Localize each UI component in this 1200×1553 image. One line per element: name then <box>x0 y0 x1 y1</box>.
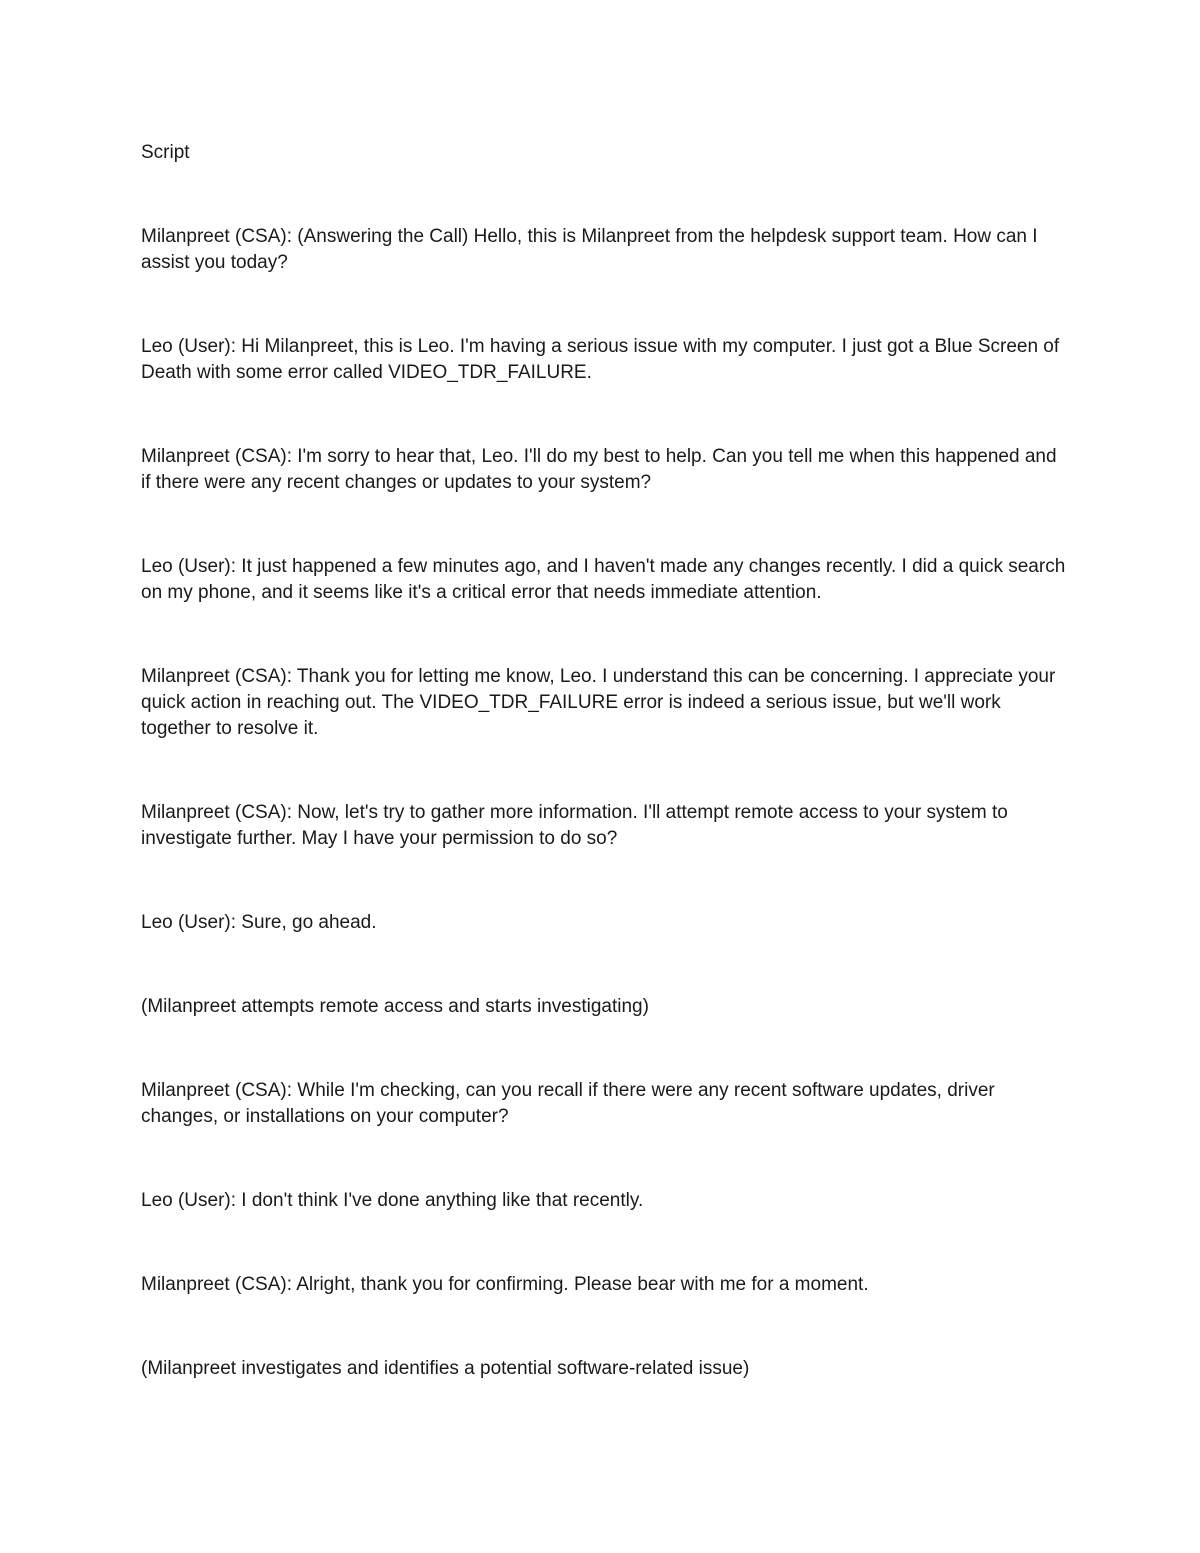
stage-direction-text: (Milanpreet investigates and identifies a potential software-related issue) <box>141 1358 750 1379</box>
dialogue-text: I don't think I've done anything like that recently. <box>236 1190 644 1211</box>
stage-direction-text: (Milanpreet attempts remote access and starts investigating) <box>141 996 649 1017</box>
document-body <box>141 140 1071 1440</box>
speaker-label: Milanpreet (CSA): <box>141 666 292 687</box>
dialogue-line <box>141 910 1071 936</box>
speaker-label: Leo (User): <box>141 336 237 357</box>
speaker-label: Milanpreet (CSA): <box>141 802 292 823</box>
dialogue-line <box>141 664 1071 742</box>
speaker-label: Leo (User): <box>141 1190 237 1211</box>
dialogue-line <box>141 800 1071 852</box>
dialogue-line <box>141 444 1071 496</box>
speaker-label: Leo (User): <box>141 556 237 577</box>
dialogue-line <box>141 554 1071 606</box>
dialogue-line <box>141 1188 1071 1214</box>
dialogue-text: (Answering the Call) Hello, this is Milanpreet from the helpdesk support team. How can I assist you today? <box>141 226 1038 273</box>
stage-direction <box>141 994 1071 1020</box>
dialogue-text: Now, let's try to gather more information. I'll attempt remote access to your system to investigate further. May I have your permission to do so? <box>141 802 1008 849</box>
speaker-label: Milanpreet (CSA): <box>141 446 292 467</box>
dialogue-line <box>141 1272 1071 1298</box>
dialogue-text: Alright, thank you for confirming. Please bear with me for a moment. <box>292 1274 869 1295</box>
document-title: Script <box>141 142 190 163</box>
dialogue-text: Thank you for letting me know, Leo. I understand this can be concerning. I appreciate your quick action in reaching out. The VIDEO_TDR_FAILURE error is indeed a serious issue, but we'll work together to resolve it. <box>141 666 1056 739</box>
dialogue-text: While I'm checking, can you recall if there were any recent software updates, driver changes, or installations on your computer? <box>141 1080 995 1127</box>
dialogue-text: Hi Milanpreet, this is Leo. I'm having a serious issue with my computer. I just got a Blue Screen of Death with some error called VIDEO_TDR_FAILURE. <box>141 336 1060 383</box>
speaker-label: Milanpreet (CSA): <box>141 1274 292 1295</box>
speaker-label: Milanpreet (CSA): <box>141 1080 292 1101</box>
speaker-label: Leo (User): <box>141 912 237 933</box>
speaker-label: Milanpreet (CSA): <box>141 226 292 247</box>
dialogue-text: Sure, go ahead. <box>236 912 377 933</box>
dialogue-line <box>141 1078 1071 1130</box>
dialogue-text: It just happened a few minutes ago, and I haven't made any changes recently. I did a quick search on my phone, and it seems like it's a critical error that needs immediate attention. <box>141 556 1066 603</box>
dialogue-text: I'm sorry to hear that, Leo. I'll do my best to help. Can you tell me when this happened and if there were any recent changes or updates to your system? <box>141 446 1057 493</box>
dialogue-line <box>141 334 1071 386</box>
dialogue-line <box>141 224 1071 276</box>
stage-direction <box>141 1356 1071 1382</box>
